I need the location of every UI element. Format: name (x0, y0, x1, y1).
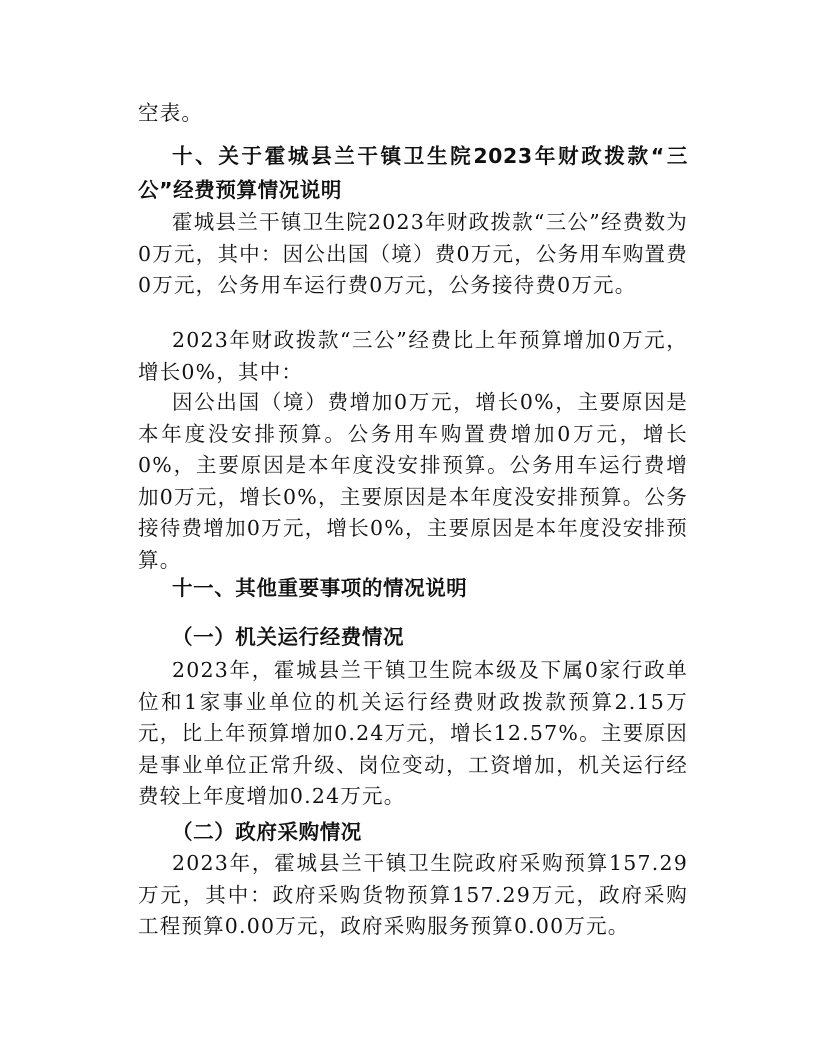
section-10-paragraph-1: 霍城县兰干镇卫生院2023年财政拨款“三公”经费数为0万元，其中：因公出国（境）费0万元，公务用车购置费0万元，公务用车运行费0万元，公务接待费0万元。 (138, 210, 688, 297)
section-10-paragraph-3: 因公出国（境）费增加0万元，增长0%，主要原因是本年度没安排预算。公务用车购置费增加0万元，增长0%，主要原因是本年度没安排预算。公务用车运行费增加0万元，增长0%，主要原因是本年度没安排预算。公务接待费增加0万元，增长0%，主要原因是本年度没安排预算。 (138, 390, 688, 572)
subsection-1-paragraph: 2023年，霍城县兰干镇卫生院本级及下属0家行政单位和1家事业单位的机关运行经费财政拨款预算2.15万元，比上年预算增加0.24万元，增长12.57%。主要原因是事业单位正常升级、岗位变动，工资增加，机关运行经费较上年度增加0.24万元。 (138, 658, 688, 808)
subsection-1-heading: （一）机关运行经费情况 (172, 625, 405, 649)
subsection-2-paragraph: 2023年，霍城县兰干镇卫生院政府采购预算157.29万元，其中：政府采购货物预算157.29万元，政府采购工程预算0.00万元，政府采购服务预算0.00万元。 (138, 851, 688, 938)
section-10-heading: 十、关于霍城县兰干镇卫生院2023年财政拨款“三公”经费预算情况说明 (138, 144, 688, 202)
subsection-2-heading: （二）政府采购情况 (172, 820, 362, 844)
paragraph-tail: 空表。 (138, 101, 204, 125)
section-11-heading: 十一、其他重要事项的情况说明 (172, 576, 468, 600)
section-10-paragraph-2: 2023年财政拨款“三公”经费比上年预算增加0万元，增长0%，其中： (138, 328, 688, 384)
